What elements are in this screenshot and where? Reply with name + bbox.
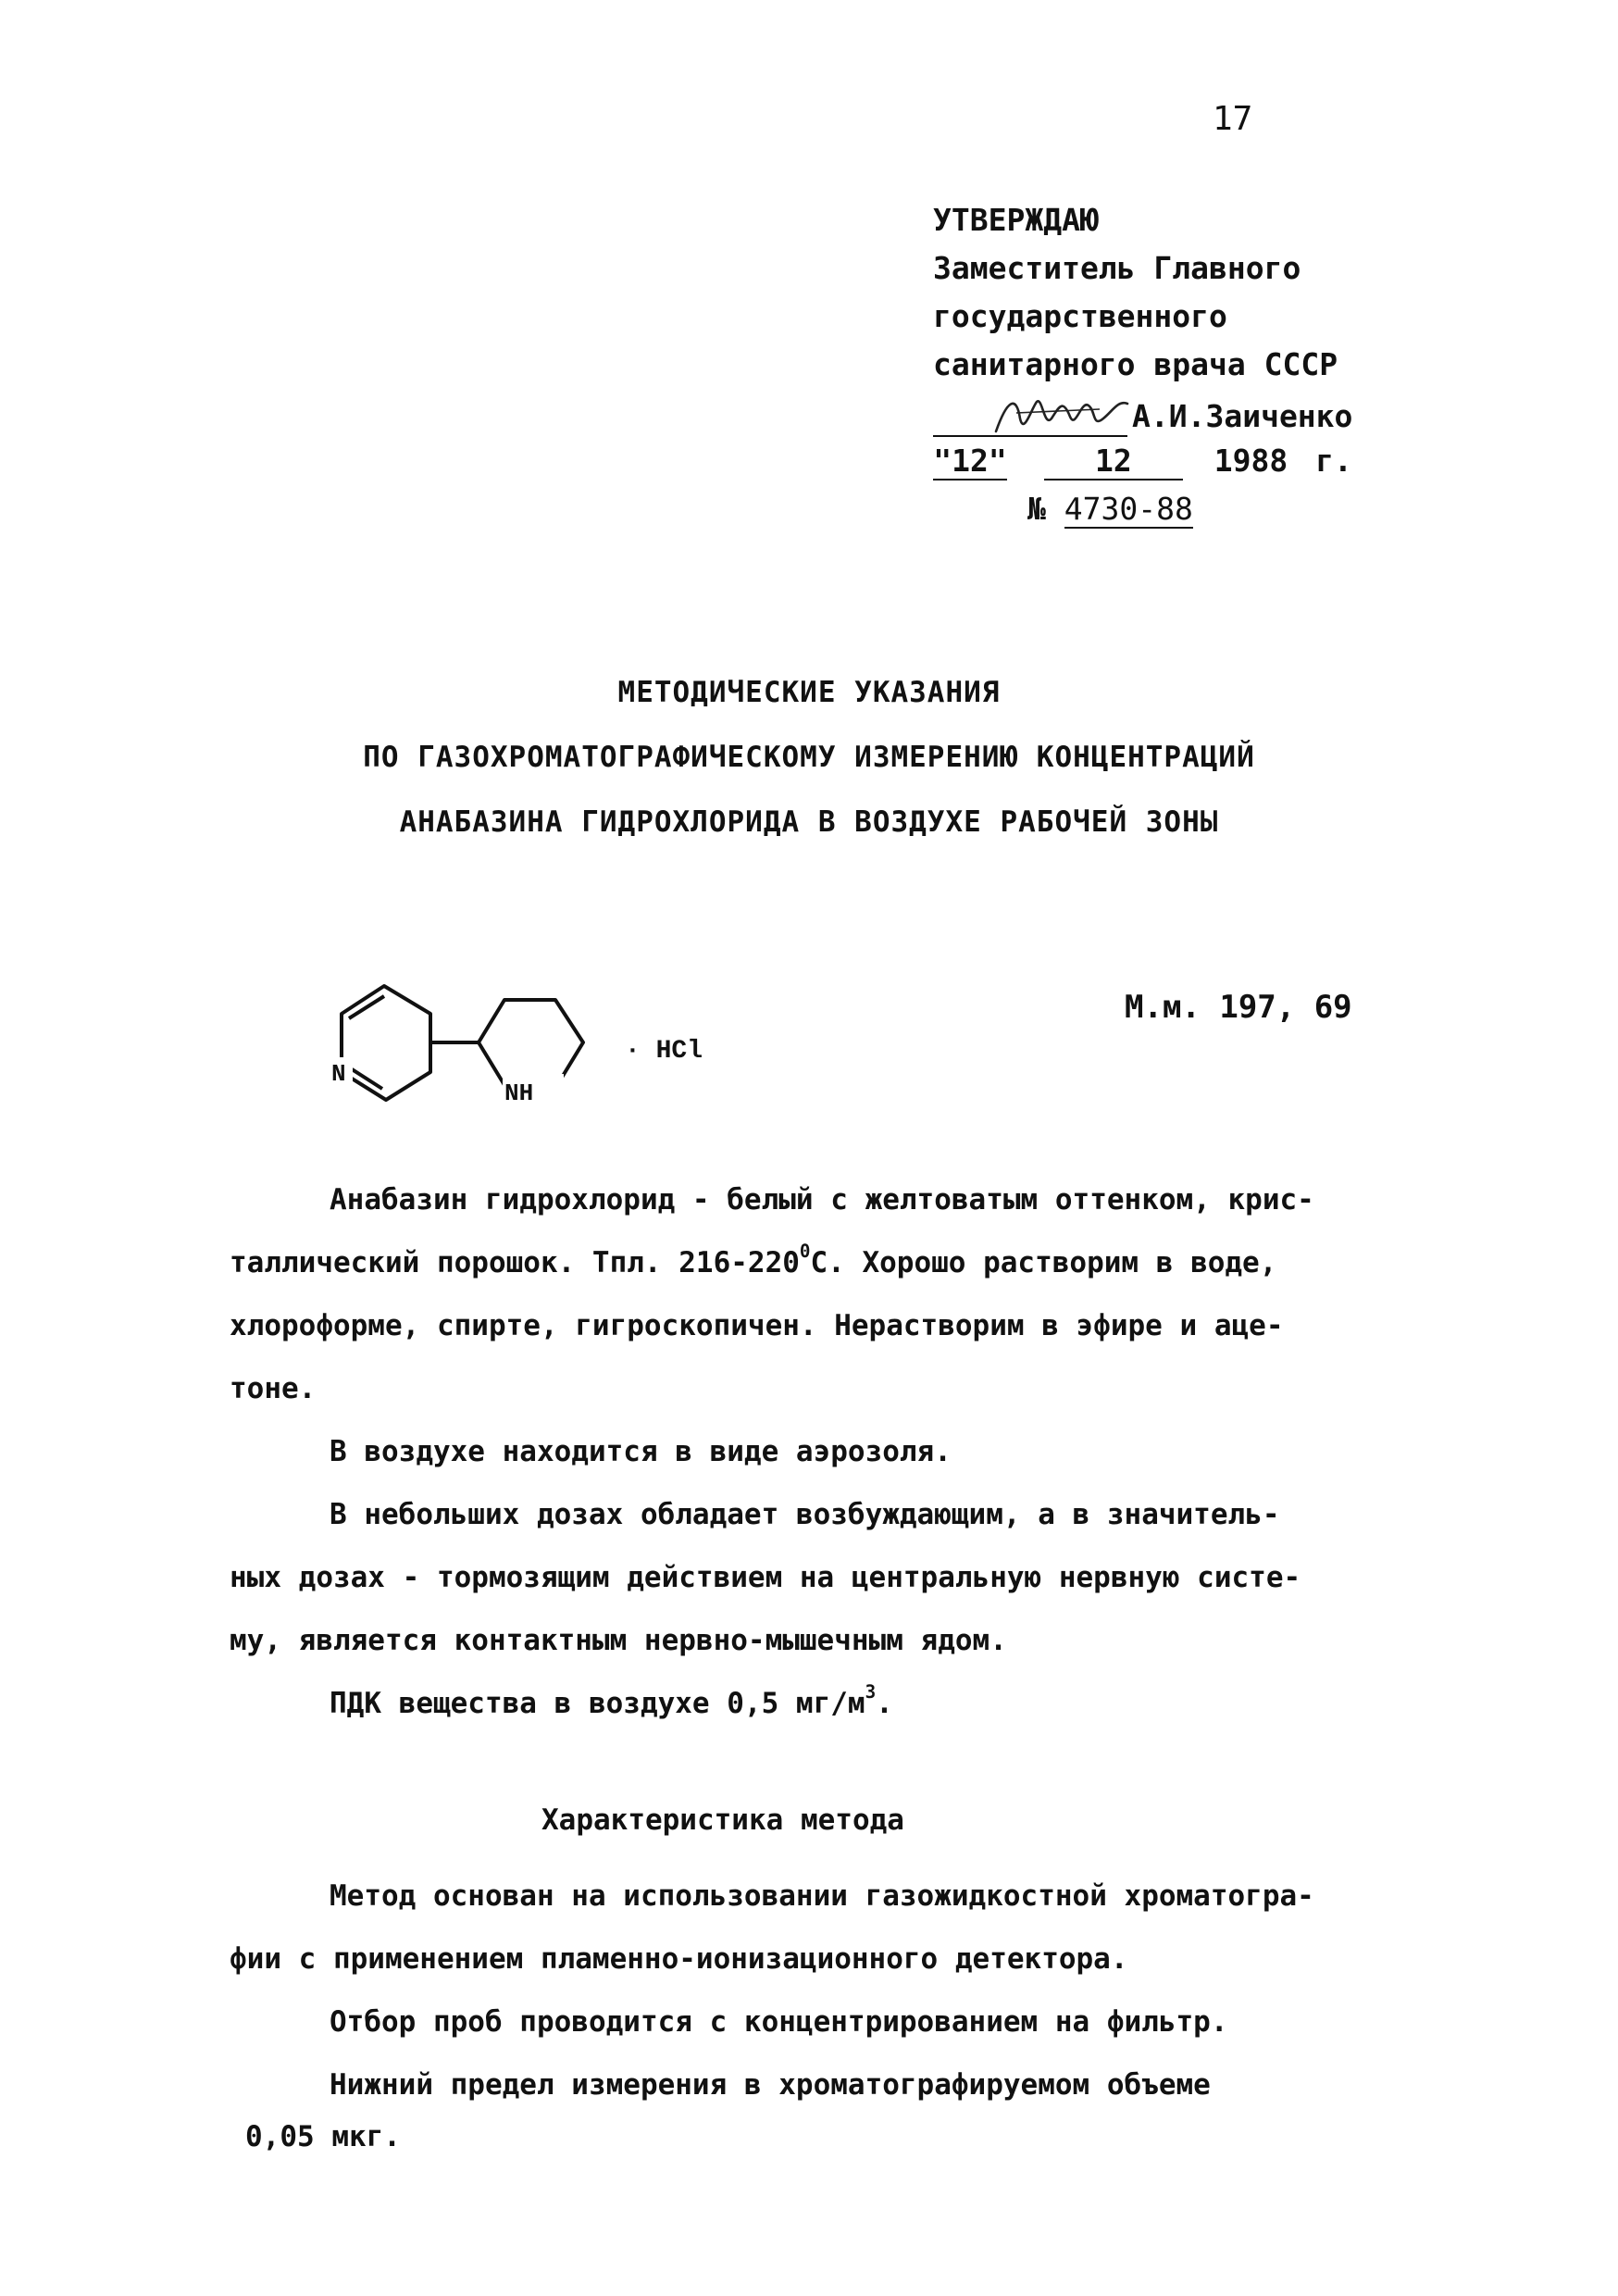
approval-position-line: Заместитель Главного: [933, 250, 1301, 286]
paragraph-line: В небольших дозах обладает возбуждающим, а в значитель-: [330, 1498, 1280, 1531]
pyridine-ring: [342, 986, 430, 1100]
paragraph-line: фии с применением пламенно-ионизационного детектора.: [230, 1942, 1128, 1976]
molecular-mass: М.м. 197, 69: [1125, 989, 1352, 1026]
nh-label: NH: [504, 1079, 534, 1107]
document-title-line: МЕТОДИЧЕСКИЕ УКАЗАНИЯ: [617, 676, 1001, 709]
handwritten-signature: [989, 391, 1137, 441]
section-heading: Характеристика метода: [541, 1803, 904, 1837]
paragraph-line: Нижний предел измерения в хроматографируемом объеме: [330, 2068, 1211, 2102]
paragraph-line: му, является контактным нервно-мышечным ядом.: [230, 1624, 1007, 1657]
paragraph-line: Отбор проб проводится с концентрированием на фильтр.: [330, 2005, 1228, 2039]
paragraph-line: ных дозах - тормозящим действием на центральную нервную систе-: [230, 1561, 1301, 1594]
date-suffix: г.: [1315, 443, 1352, 479]
document-title-line: АНАБАЗИНА ГИДРОХЛОРИДА В ВОЗДУХЕ РАБОЧЕЙ ЗОНЫ: [399, 805, 1219, 839]
date-day: "12": [933, 443, 1007, 479]
hcl-label: · HCl: [625, 1037, 703, 1066]
chemical-structure-diagram: [329, 972, 754, 1134]
paragraph-line: 0,05 мкг.: [245, 2120, 401, 2153]
number-sign: №: [1027, 491, 1046, 527]
paragraph-line: тоне.: [230, 1372, 317, 1405]
approval-number: [1027, 491, 1193, 527]
paragraph-line: Анабазин гидрохлорид - белый с желтоватым оттенком, крис-: [330, 1183, 1314, 1217]
page-number: 17: [1213, 100, 1253, 138]
signatory-name: А.И.Заиченко: [1132, 398, 1353, 434]
paragraph-line: таллический порошок. Тпл. $216-220^0С$. Хорошо растворим в воде,: [230, 1241, 1277, 1279]
nitrogen-label: N: [331, 1060, 346, 1088]
paragraph-line: Метод основан на использовании газожидкостной хроматогра-: [330, 1879, 1314, 1913]
document-number: 4730-88: [1064, 491, 1193, 527]
signature-line: [933, 394, 1359, 441]
date-year: 1988: [1214, 443, 1288, 479]
mac-limit-line: ПДК вещества в воздухе 0,5 $мг/м^3$.: [330, 1681, 893, 1720]
approval-heading: УТВЕРЖДАЮ: [933, 202, 1099, 238]
document-title-line: ПО ГАЗОХРОМАТОГРАФИЧЕСКОМУ ИЗМЕРЕНИЮ КОНЦЕНТРАЦИЙ: [363, 741, 1255, 774]
date-month: 12: [1044, 443, 1183, 480]
approval-position-line: государственного: [933, 298, 1227, 334]
paragraph-line: В воздухе находится в виде аэрозоля.: [330, 1435, 952, 1468]
approval-position-line: санитарного врача СССР: [933, 346, 1338, 382]
piperidine-ring: [479, 1000, 583, 1085]
approval-date: [933, 443, 1352, 480]
paragraph-line: хлороформе, спирте, гигроскопичен. Нерастворим в эфире и аце-: [230, 1309, 1284, 1342]
